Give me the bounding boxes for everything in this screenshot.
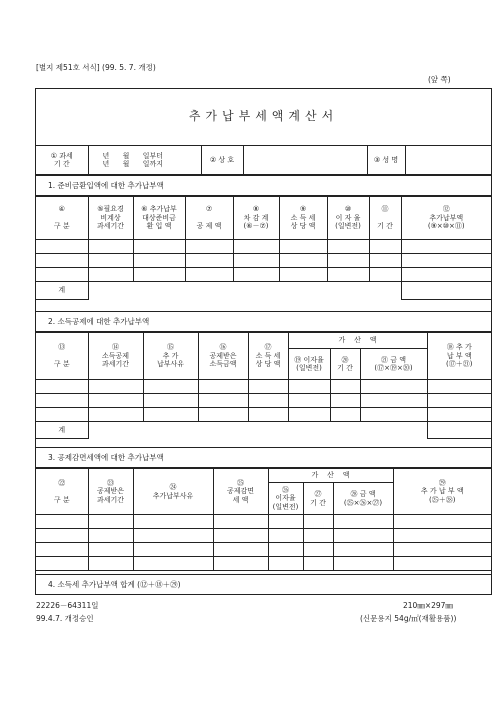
table-row[interactable] bbox=[36, 543, 491, 557]
person-label: ③ 성 명 bbox=[367, 146, 405, 175]
s2-h-period: ⑭ 소득공제 과세기간 bbox=[88, 333, 143, 380]
period-from: 년 월 일부터 bbox=[102, 151, 164, 160]
s1-total-field[interactable] bbox=[401, 282, 491, 300]
s2-h-income-amount: ⑯ 공제받은 소득금액 bbox=[198, 333, 248, 380]
period-range[interactable] bbox=[88, 146, 201, 175]
table-row[interactable] bbox=[36, 240, 491, 254]
s3-h-addition-group: 가 산 액 bbox=[268, 469, 393, 483]
name-label: ② 상 호 bbox=[201, 146, 243, 175]
footer-code: 22226－64311일 bbox=[36, 601, 99, 610]
table-row[interactable] bbox=[36, 408, 491, 422]
section3-title: 3. 공제감면세액에 대한 추가납부액 bbox=[36, 447, 491, 468]
footer-paper: (신문용지 54g/㎡(재활용품)) bbox=[360, 614, 457, 623]
section1-title: 1. 준비금환입액에 대한 추가납부액 bbox=[36, 175, 491, 196]
person-field[interactable] bbox=[405, 146, 491, 175]
s3-h-amount: ㉘ 금 액 (㉕×㉖×㉗) bbox=[333, 483, 393, 515]
s3-h-tax-credit: ㉕ 공제감면 세 액 bbox=[213, 469, 268, 515]
table-row[interactable] bbox=[36, 254, 491, 268]
s2-h-additional: ⑱ 추 가 납 부 액 (⑰＋㉑) bbox=[427, 333, 491, 380]
s2-total-label: 계 bbox=[36, 422, 88, 439]
form-title: 추가납부세액계산서 bbox=[188, 109, 339, 123]
s1-total-label: 계 bbox=[36, 282, 88, 300]
s1-h-additional: ⑫ 추가납부액 (⑨×⑩×⑪) bbox=[401, 197, 491, 240]
period-to: 년 월 일까지 bbox=[102, 160, 164, 168]
s1-total-row bbox=[36, 282, 491, 300]
s3-h-reason: ㉔ 추가납부사유 bbox=[133, 469, 213, 515]
s2-total-field[interactable] bbox=[427, 422, 491, 439]
table-row[interactable] bbox=[36, 394, 491, 408]
s1-h-duration: ⑪ 기 간 bbox=[369, 197, 401, 240]
s1-h-deduction: ⑦ 공 제 액 bbox=[185, 197, 233, 240]
section4-title: 4. 소득세 추가납부액 합계 (⑫＋⑱＋㉙) bbox=[36, 574, 491, 595]
s2-h-income-tax: ⑰ 소 득 세 상 당 액 bbox=[248, 333, 288, 380]
table-row[interactable] bbox=[36, 380, 491, 394]
s1-h-period: ⑤필요경 비계상 과세기간 bbox=[88, 197, 133, 240]
table-row[interactable] bbox=[36, 268, 491, 282]
section3-table bbox=[36, 468, 491, 571]
s2-h-duration: ⑳ 기 간 bbox=[330, 349, 360, 380]
s2-h-division: ⑬ 구 분 bbox=[36, 333, 88, 380]
s1-h-difference: ⑧ 차 감 계 (⑥－⑦) bbox=[233, 197, 279, 240]
name-field[interactable] bbox=[243, 146, 367, 175]
section1-table bbox=[36, 196, 492, 300]
section2-title: 2. 소득공제에 대한 추가납부액 bbox=[36, 311, 491, 332]
s1-h-reserve: ⑥ 추가납부 대상준비금 환 입 액 bbox=[133, 197, 185, 240]
s3-h-division: ㉒ 구 분 bbox=[36, 469, 88, 515]
s3-h-additional: ㉙ 추 가 납 부 액 (㉕＋㉘) bbox=[393, 469, 491, 515]
table-row[interactable] bbox=[36, 515, 491, 529]
section2-table bbox=[36, 332, 492, 439]
s2-total-row bbox=[36, 422, 491, 439]
s2-h-addition-group: 가 산 액 bbox=[288, 333, 427, 349]
table-row[interactable] bbox=[36, 557, 491, 571]
s2-h-reason: ⑮ 추 가 납부사유 bbox=[143, 333, 198, 380]
s1-h-interest: ⑩ 이 자 율 (일변전) bbox=[327, 197, 369, 240]
info-table bbox=[36, 145, 491, 175]
footer-approval: 99.4.7. 개정승인 bbox=[36, 614, 94, 623]
s1-h-division: ④ 구 분 bbox=[36, 197, 88, 240]
s3-h-interest: ㉖ 이자율 (일변전) bbox=[268, 483, 303, 515]
s2-h-amount: ㉑ 금 액 (⑰×⑲×⑳) bbox=[360, 349, 427, 380]
footer-size: 210㎜×297㎜ bbox=[403, 601, 453, 610]
s3-h-duration: ㉗ 기 간 bbox=[303, 483, 333, 515]
table-row[interactable] bbox=[36, 529, 491, 543]
period-label: ① 과세 기 간 bbox=[36, 146, 88, 175]
s3-h-period: ㉓ 공제받은 과세기간 bbox=[88, 469, 133, 515]
form-frame bbox=[35, 88, 492, 595]
s1-h-income-tax: ⑨ 소 득 세 상 당 액 bbox=[279, 197, 327, 240]
form-reference: [별지 제51호 서식] (99. 5. 7. 개정) bbox=[36, 63, 156, 72]
page-side-label: (앞 쪽) bbox=[428, 75, 451, 84]
s2-h-interest: ⑲ 이자율 (일변전) bbox=[288, 349, 330, 380]
